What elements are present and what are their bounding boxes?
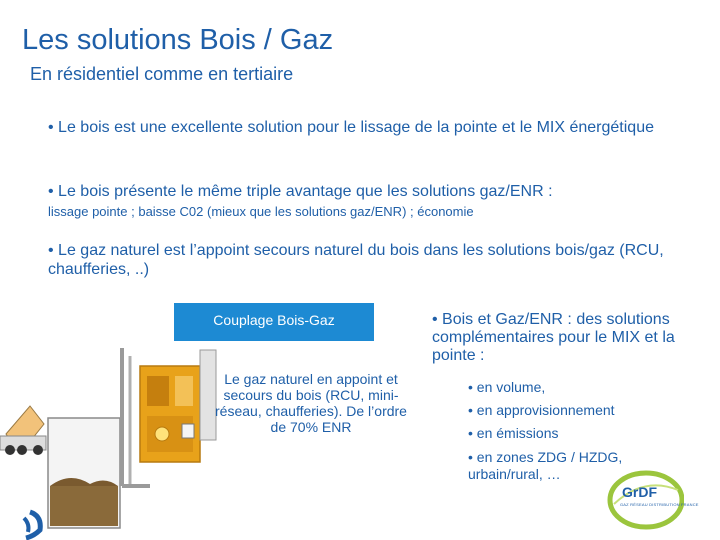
bullet-2-detail: lissage pointe ; baisse C02 (mieux que les solutions gaz/ENR) ; économie [48, 204, 474, 219]
side-item-emissions: • en émissions [468, 425, 559, 441]
side-heading: • Bois et Gaz/ENR : des solutions complémentaires pour le MIX et la pointe : [432, 311, 675, 364]
slide-title: Les solutions Bois / Gaz [22, 24, 334, 56]
bullet-3: • Le gaz naturel est l’appoint secours naturel du bois dans les solutions bois/gaz (RCU, chaufferies, ..) [48, 242, 664, 278]
logo-text: GrDF [622, 484, 657, 500]
bullet-1: • Le bois est une excellente solution pour le lissage de la pointe et le MIX énergétique [48, 119, 654, 136]
side-item-zones: • en zones ZDG / HZDG, urbain/rural, … [468, 449, 623, 482]
side-item-volume: • en volume, [468, 379, 546, 395]
callout-text: Le gaz naturel en appoint et secours du bois (RCU, mini-réseau, chaufferies). De l’ordre de 70% ENR [215, 371, 407, 435]
slide-subtitle: En résidentiel comme en tertiaire [30, 64, 294, 84]
logo-subtext: GAZ RÉSEAU DISTRIBUTION FRANCE [620, 502, 699, 507]
callout-label: Couplage Bois-Gaz [213, 312, 335, 328]
side-list [468, 376, 688, 483]
callout-label-box [174, 303, 374, 341]
bullet-2: • Le bois présente le même triple avantage que les solutions gaz/ENR : [48, 183, 553, 200]
side-item-supply: • en approvisionnement [468, 402, 615, 418]
wood-gas-boiler-illustration [0, 336, 222, 540]
